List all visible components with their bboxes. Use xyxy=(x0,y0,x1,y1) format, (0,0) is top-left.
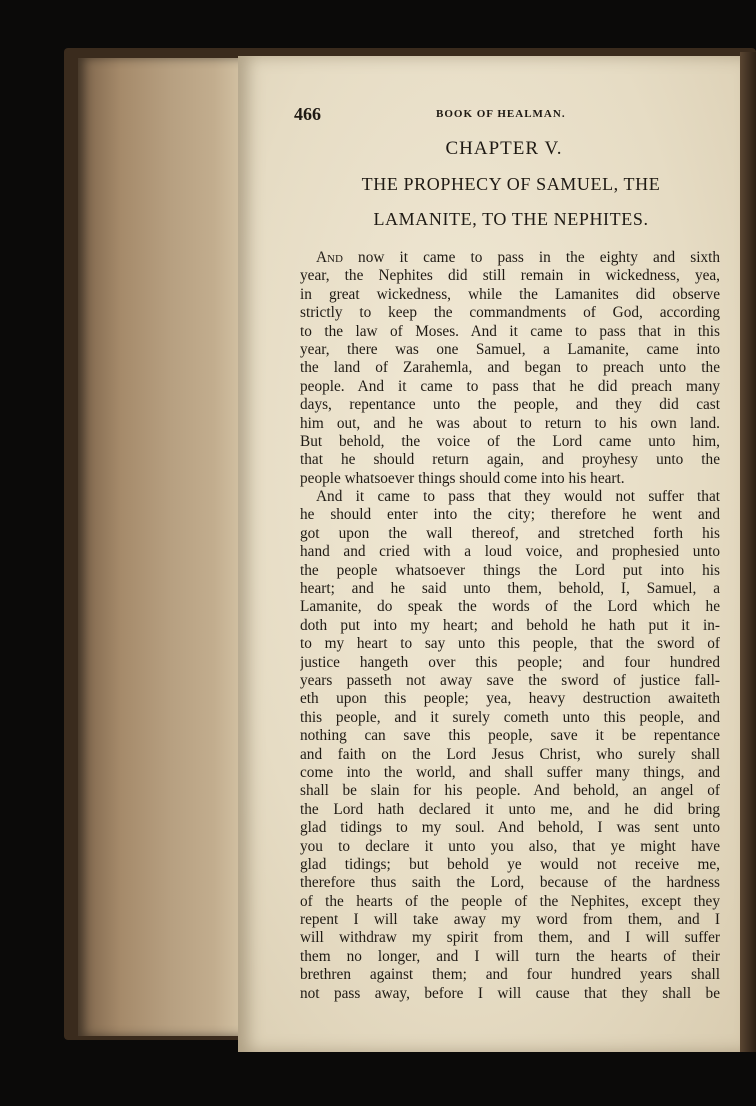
text-line: years passeth not away save the sword of justice fall- xyxy=(300,671,720,689)
text-line: come into the world, and shall suffer many things, and xyxy=(300,763,720,781)
text-line: therefore thus saith the Lord, because of the hardness xyxy=(300,874,720,892)
text-line: shall be slain for his people. And behold, an angel of xyxy=(300,782,720,800)
text-line: the land of Zarahemla, and began to preach unto the xyxy=(300,359,720,377)
text-line: you to declare it unto you also, that ye might have xyxy=(300,837,720,855)
text-line: strictly to keep the commandments of God, according xyxy=(300,304,720,322)
text-line: will withdraw my spirit from them, and I will suffer xyxy=(300,929,720,947)
text-line: of the hearts of the people of the Nephites, except they xyxy=(300,892,720,910)
chapter-title-line-1: THE PROPHECY OF SAMUEL, THE xyxy=(361,174,661,194)
page-edges xyxy=(78,58,248,1036)
page-header xyxy=(294,104,714,128)
text-line: them no longer, and I will turn the hearts of their xyxy=(300,947,720,965)
text-line: Lamanite, do speak the words of the Lord which he xyxy=(300,598,720,616)
text-line: he should enter into the city; therefore he went and xyxy=(300,506,720,524)
text-line: But behold, the voice of the Lord came unto him, xyxy=(300,432,720,450)
text-line: glad tidings; but behold ye would not receive me, xyxy=(300,855,720,873)
text-line: in great wickedness, while the Lamanites did observe xyxy=(300,285,720,303)
chapter-title-line-2: LAMANITE, TO THE NEPHITES. xyxy=(373,209,649,229)
text-line: him out, and he was about to return to his own land. xyxy=(300,414,720,432)
text-line: hand and cried with a loud voice, and prophesied unto xyxy=(300,543,720,561)
book-spine-edge xyxy=(740,52,756,1052)
chapter-heading: CHAPTER V. xyxy=(445,138,563,159)
text-line: to the law of Moses. And it came to pass that in this xyxy=(300,322,720,340)
running-head: BOOK OF HEALMAN. xyxy=(436,108,566,120)
text-line: justice hangeth over this people; and four hundred xyxy=(300,653,720,671)
text-line: and faith on the Lord Jesus Christ, who surely shall xyxy=(300,745,720,763)
text-line: nothing can save this people, save it be repentance xyxy=(300,727,720,745)
text-line: this people, and it surely cometh unto this people, and xyxy=(300,708,720,726)
text-line: repent I will take away my word from them, and I xyxy=(300,911,720,929)
text-line: people. And it came to pass that he did preach many xyxy=(300,377,720,395)
page-number: 466 xyxy=(294,104,321,124)
text-line: And it came to pass that they would not suffer that xyxy=(316,488,720,506)
body-text xyxy=(300,249,720,1003)
text-line: that he should return again, and proyhesy unto the xyxy=(300,451,720,469)
text-line: days, repentance unto the people, and they did cast xyxy=(300,396,720,414)
text-line: And now it came to pass in the eighty and sixth xyxy=(316,249,720,266)
text-line: heart; and he said unto them, behold, I, Samuel, a xyxy=(300,580,720,598)
text-line: doth put into my heart; and behold he hath put it in- xyxy=(300,616,720,634)
text-line: brethren against them; and four hundred years shall xyxy=(300,966,720,984)
text-line: not pass away, before I will cause that they shall be xyxy=(300,984,720,1002)
text-line: the Lord hath declared it unto me, and he did bring xyxy=(300,800,720,818)
text-line: the people whatsoever things the Lord put into his xyxy=(300,561,720,579)
text-line: to my heart to say unto this people, that the sword of xyxy=(300,635,720,653)
text-line: year, the Nephites did still remain in wickedness, yea, xyxy=(300,267,720,285)
text-line: glad tidings to my soul. And behold, I was sent unto xyxy=(300,819,720,837)
text-line: got upon the wall thereof, and stretched forth his xyxy=(300,524,720,542)
text-line: people whatsoever things should come into his heart. xyxy=(300,469,625,487)
text-line: eth upon this people; yea, heavy destruction awaiteth xyxy=(300,690,720,708)
text-line: year, there was one Samuel, a Lamanite, came into xyxy=(300,340,720,358)
